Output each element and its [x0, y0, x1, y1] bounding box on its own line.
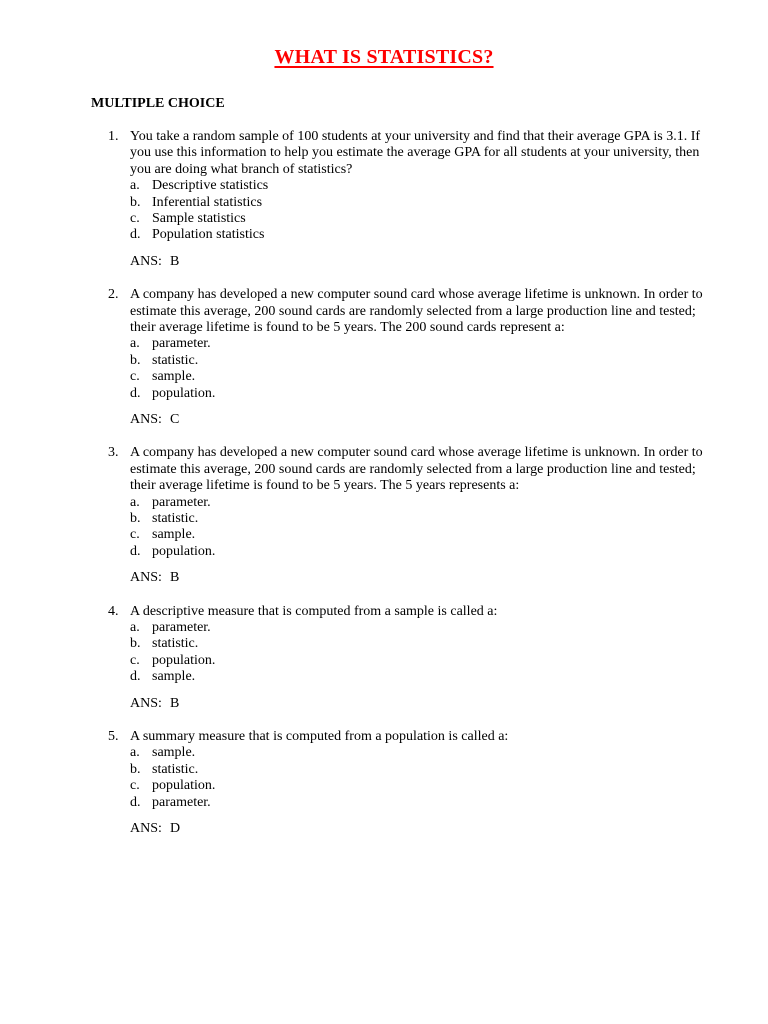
option-text: parameter. [152, 336, 211, 352]
answer-label: ANS: [130, 253, 162, 269]
question-text-line: A descriptive measure that is computed from a sample is called a: [130, 603, 498, 619]
option-letter: d. [130, 794, 141, 810]
answer-value: B [170, 570, 180, 586]
answer-options [130, 620, 702, 686]
answer-key [130, 412, 702, 428]
option-letter: c. [130, 211, 140, 226]
question-item [0, 729, 768, 837]
question-text-line: A company has developed a new computer sound card whose average lifetime is unknown. In order to [130, 287, 703, 303]
option-letter: d. [130, 385, 141, 401]
answer-label: ANS: [130, 411, 162, 427]
answer-options [130, 336, 702, 402]
question-text [130, 604, 702, 620]
option-text: statistic. [152, 761, 199, 777]
option-text: sample. [152, 369, 196, 385]
answer-option [130, 227, 702, 243]
section-heading: MULTIPLE CHOICE [91, 96, 225, 111]
option-text: parameter. [152, 494, 211, 510]
question-text-line: A company has developed a new computer sound card whose average lifetime is unknown. In order to [130, 445, 703, 461]
question-list [0, 129, 768, 854]
option-letter: c. [130, 652, 140, 668]
question-body [130, 287, 702, 428]
answer-option [130, 636, 702, 652]
answer-value: B [170, 695, 180, 711]
option-text: population. [152, 385, 216, 401]
question-number: 5. [108, 728, 119, 744]
answer-key [130, 570, 702, 586]
option-text: Population statistics [152, 227, 265, 243]
answer-option [130, 762, 702, 778]
question-text-line: estimate this average, 200 sound cards are randomly selected from a large production line and tested; [130, 303, 696, 319]
option-text: population. [152, 652, 216, 668]
option-letter: b. [130, 510, 141, 526]
option-letter: b. [130, 636, 141, 652]
answer-option [130, 211, 702, 227]
option-text: Sample statistics [152, 211, 246, 226]
question-number: 4. [108, 603, 119, 619]
option-letter: a. [130, 745, 140, 761]
answer-option [130, 544, 702, 560]
answer-value: D [170, 820, 181, 836]
option-letter: c. [130, 369, 140, 385]
option-text: parameter. [152, 794, 211, 810]
option-letter: a. [130, 336, 140, 352]
answer-option [130, 353, 702, 369]
option-text: population. [152, 543, 216, 559]
option-letter: d. [130, 227, 141, 243]
option-text: Descriptive statistics [152, 178, 269, 194]
option-text: parameter. [152, 619, 211, 635]
question-item [0, 287, 768, 428]
question-text-line: you use this information to help you estimate the average GPA for all students at your university, then [130, 145, 700, 161]
answer-option [130, 195, 702, 211]
answer-label: ANS: [130, 820, 162, 836]
option-text: statistic. [152, 510, 199, 526]
answer-options [130, 495, 702, 561]
option-letter: d. [130, 543, 141, 559]
answer-option [130, 178, 702, 194]
answer-option [130, 386, 702, 402]
answer-option [130, 527, 702, 543]
answer-option [130, 495, 702, 511]
question-text [130, 445, 702, 494]
question-number: 1. [108, 129, 119, 144]
answer-key [130, 821, 702, 837]
question-body [130, 445, 702, 586]
question-number: 2. [108, 287, 119, 303]
option-letter: a. [130, 178, 140, 194]
answer-option [130, 620, 702, 636]
question-text-line: estimate this average, 200 sound cards are randomly selected from a large production line and tested; [130, 461, 696, 477]
question-body [130, 729, 702, 837]
option-letter: b. [130, 352, 141, 368]
option-letter: c. [130, 527, 140, 543]
option-text: sample. [152, 745, 196, 761]
answer-option [130, 795, 702, 811]
question-item [0, 129, 768, 270]
page-title: WHAT IS STATISTICS? [274, 46, 494, 68]
option-text: population. [152, 778, 216, 794]
answer-label: ANS: [130, 695, 162, 711]
option-text: Inferential statistics [152, 194, 263, 210]
answer-options [130, 178, 702, 244]
option-letter: a. [130, 619, 140, 635]
answer-option [130, 369, 702, 385]
option-letter: d. [130, 669, 141, 685]
question-text-line: A summary measure that is computed from a population is called a: [130, 728, 509, 744]
option-text: statistic. [152, 636, 199, 652]
question-text-line: you are doing what branch of statistics? [130, 161, 353, 177]
option-text: statistic. [152, 352, 199, 368]
answer-label: ANS: [130, 570, 162, 586]
option-text: sample. [152, 669, 196, 685]
question-text-line: their average lifetime is found to be 5 years. The 200 sound cards represent a: [130, 320, 565, 335]
answer-option [130, 336, 702, 352]
question-body [130, 604, 702, 712]
answer-key [130, 696, 702, 712]
question-item [0, 604, 768, 712]
answer-option [130, 669, 702, 685]
question-text [130, 729, 702, 745]
question-item [0, 445, 768, 586]
answer-option [130, 745, 702, 761]
question-text-line: You take a random sample of 100 students at your university and find that their average GPA is 3.1. If [130, 129, 701, 144]
answer-value: C [170, 411, 180, 427]
question-text [130, 287, 702, 336]
answer-options [130, 745, 702, 811]
answer-option [130, 511, 702, 527]
question-text-line: their average lifetime is found to be 5 years. The 5 years represents a: [130, 478, 520, 494]
question-number: 3. [108, 445, 119, 461]
answer-key [130, 254, 702, 270]
answer-value: B [170, 253, 180, 269]
answer-option [130, 653, 702, 669]
option-letter: b. [130, 194, 141, 210]
answer-option [130, 778, 702, 794]
option-letter: a. [130, 494, 140, 510]
option-letter: c. [130, 778, 140, 794]
option-letter: b. [130, 761, 141, 777]
question-body [130, 129, 702, 270]
option-text: sample. [152, 527, 196, 543]
question-text [130, 129, 702, 178]
